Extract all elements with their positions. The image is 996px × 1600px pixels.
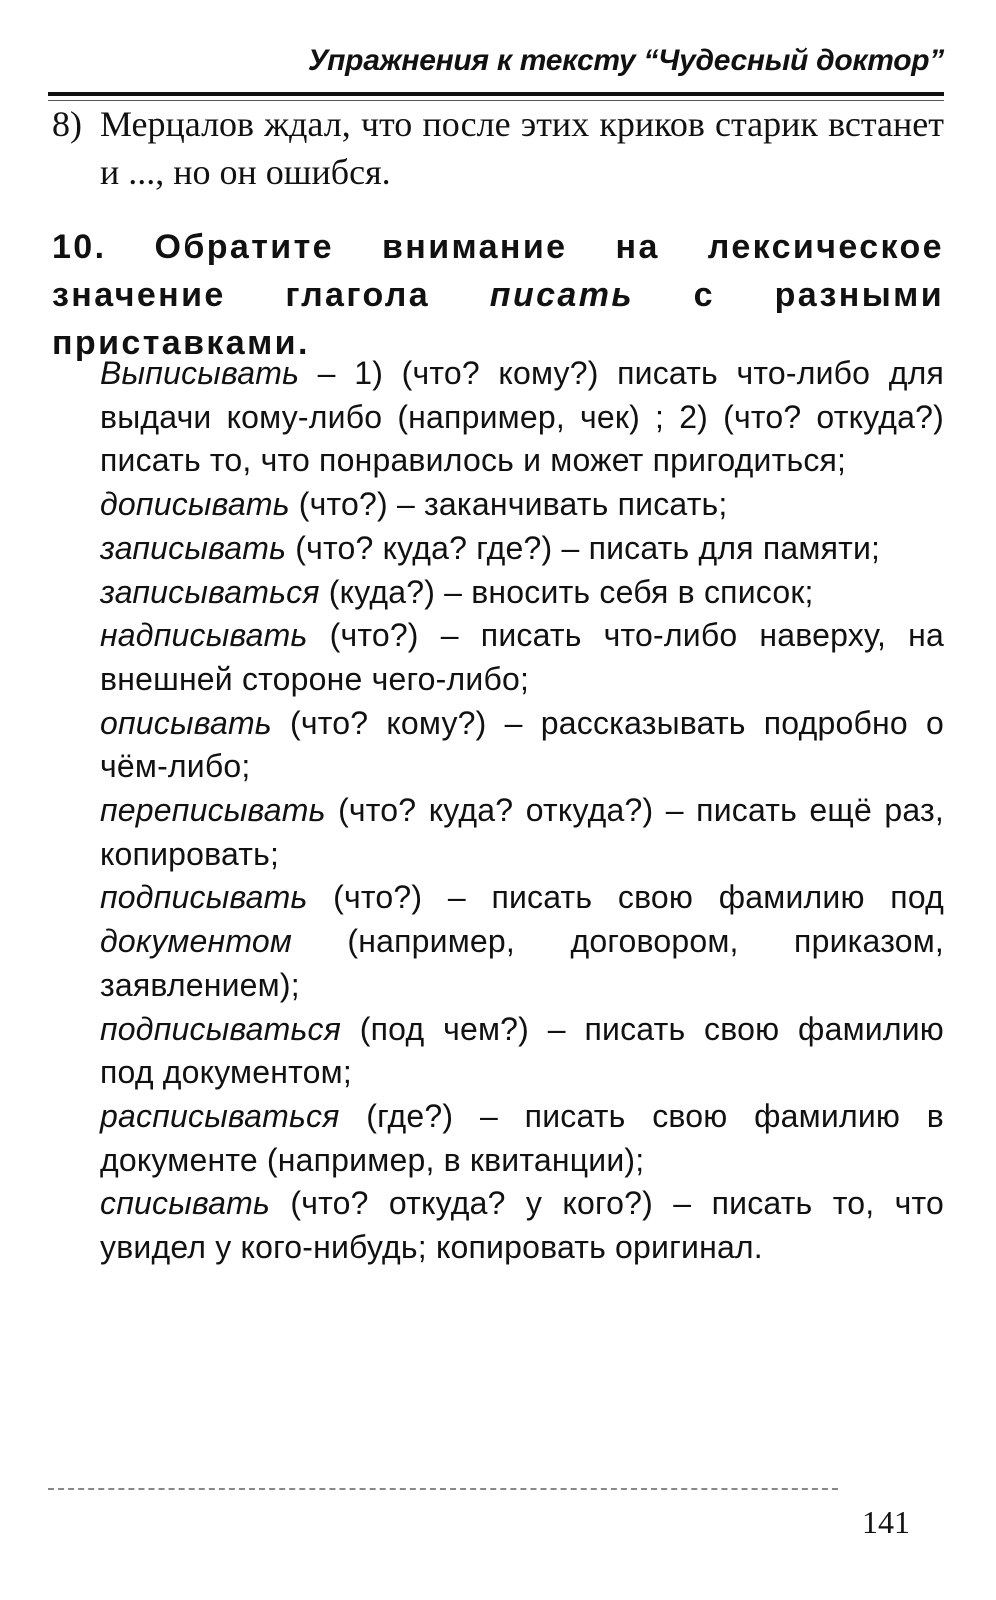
definition-text: (что? куда? где?) – писать для памяти; (286, 529, 881, 566)
definition-item (100, 527, 944, 571)
definition-term: Выписывать (100, 355, 300, 391)
definition-term: надписывать (100, 617, 308, 654)
definition-text: (что?) – писать свою фамилию под (307, 879, 944, 916)
exercise-item-8 (52, 100, 944, 196)
definition-item (100, 483, 944, 527)
definition-text: (что? кому?) – рассказывать подробно о чём-либо; (100, 704, 944, 785)
definition-text: (что? куда? откуда?) – писать ещё раз, копировать; (100, 792, 944, 872)
definition-text: (что?) – заканчивать писать; (289, 486, 728, 523)
definition-term: подписываться (100, 1010, 342, 1047)
item-number: 8) (52, 104, 82, 144)
heading-start: 10. Обратите внимание на лексическое значение глагола (52, 228, 944, 314)
definition-item (100, 571, 944, 615)
definition-text: (что? откуда? у кого?) – писать то, что увидел у кого-нибудь; копировать оригинал. (100, 1185, 944, 1266)
definition-italic-word: документом (100, 923, 292, 960)
definition-item (100, 876, 944, 1007)
heading-verb: писать (489, 276, 634, 314)
definition-item (100, 352, 944, 483)
definition-item (100, 1008, 944, 1095)
page-number: 141 (862, 1504, 910, 1540)
definition-text: (под чем?) – писать свою фамилию под документом; (100, 1010, 944, 1091)
definition-item (100, 1095, 944, 1182)
definition-text: – 1) (что? кому?) писать что-либо для выдачи кому-либо (например, чек) ; 2) (что? откуда?) писать то, что понравилось и может пригодиться; (100, 355, 944, 479)
definition-text: (что?) – писать что-либо наверху, на внешней стороне чего-либо; (100, 617, 944, 697)
definition-term: списывать (100, 1185, 271, 1222)
header-rule (48, 92, 944, 96)
item-text: Мерцалов ждал, что после этих криков старик встанет и ..., но он ошибся. (100, 104, 944, 192)
heading-end: с разными приставками. (52, 276, 945, 362)
definition-term: записывать (100, 529, 287, 566)
definition-item (100, 614, 944, 701)
definition-item (100, 1182, 944, 1269)
definition-text: (где?) – писать свою фамилию в документе (например, в квитанции); (100, 1097, 944, 1178)
definition-text: (например, договором, приказом, заявлением); (100, 923, 944, 1003)
definition-term: переписывать (100, 792, 326, 829)
definitions-list (100, 352, 944, 1270)
definition-item (100, 702, 944, 789)
definition-term: дописывать (100, 486, 290, 523)
definition-term: подписывать (100, 879, 308, 916)
definition-term: расписываться (100, 1097, 340, 1134)
definition-term: записываться (100, 573, 320, 610)
definition-text: (куда?) – вносить себя в список; (319, 573, 814, 610)
footer-rule (48, 1488, 838, 1490)
exercise-heading (52, 223, 944, 367)
definition-term: описывать (100, 704, 272, 741)
running-head: Упражнения к тексту “Чудесный доктор” (307, 44, 944, 77)
definition-item (100, 789, 944, 876)
